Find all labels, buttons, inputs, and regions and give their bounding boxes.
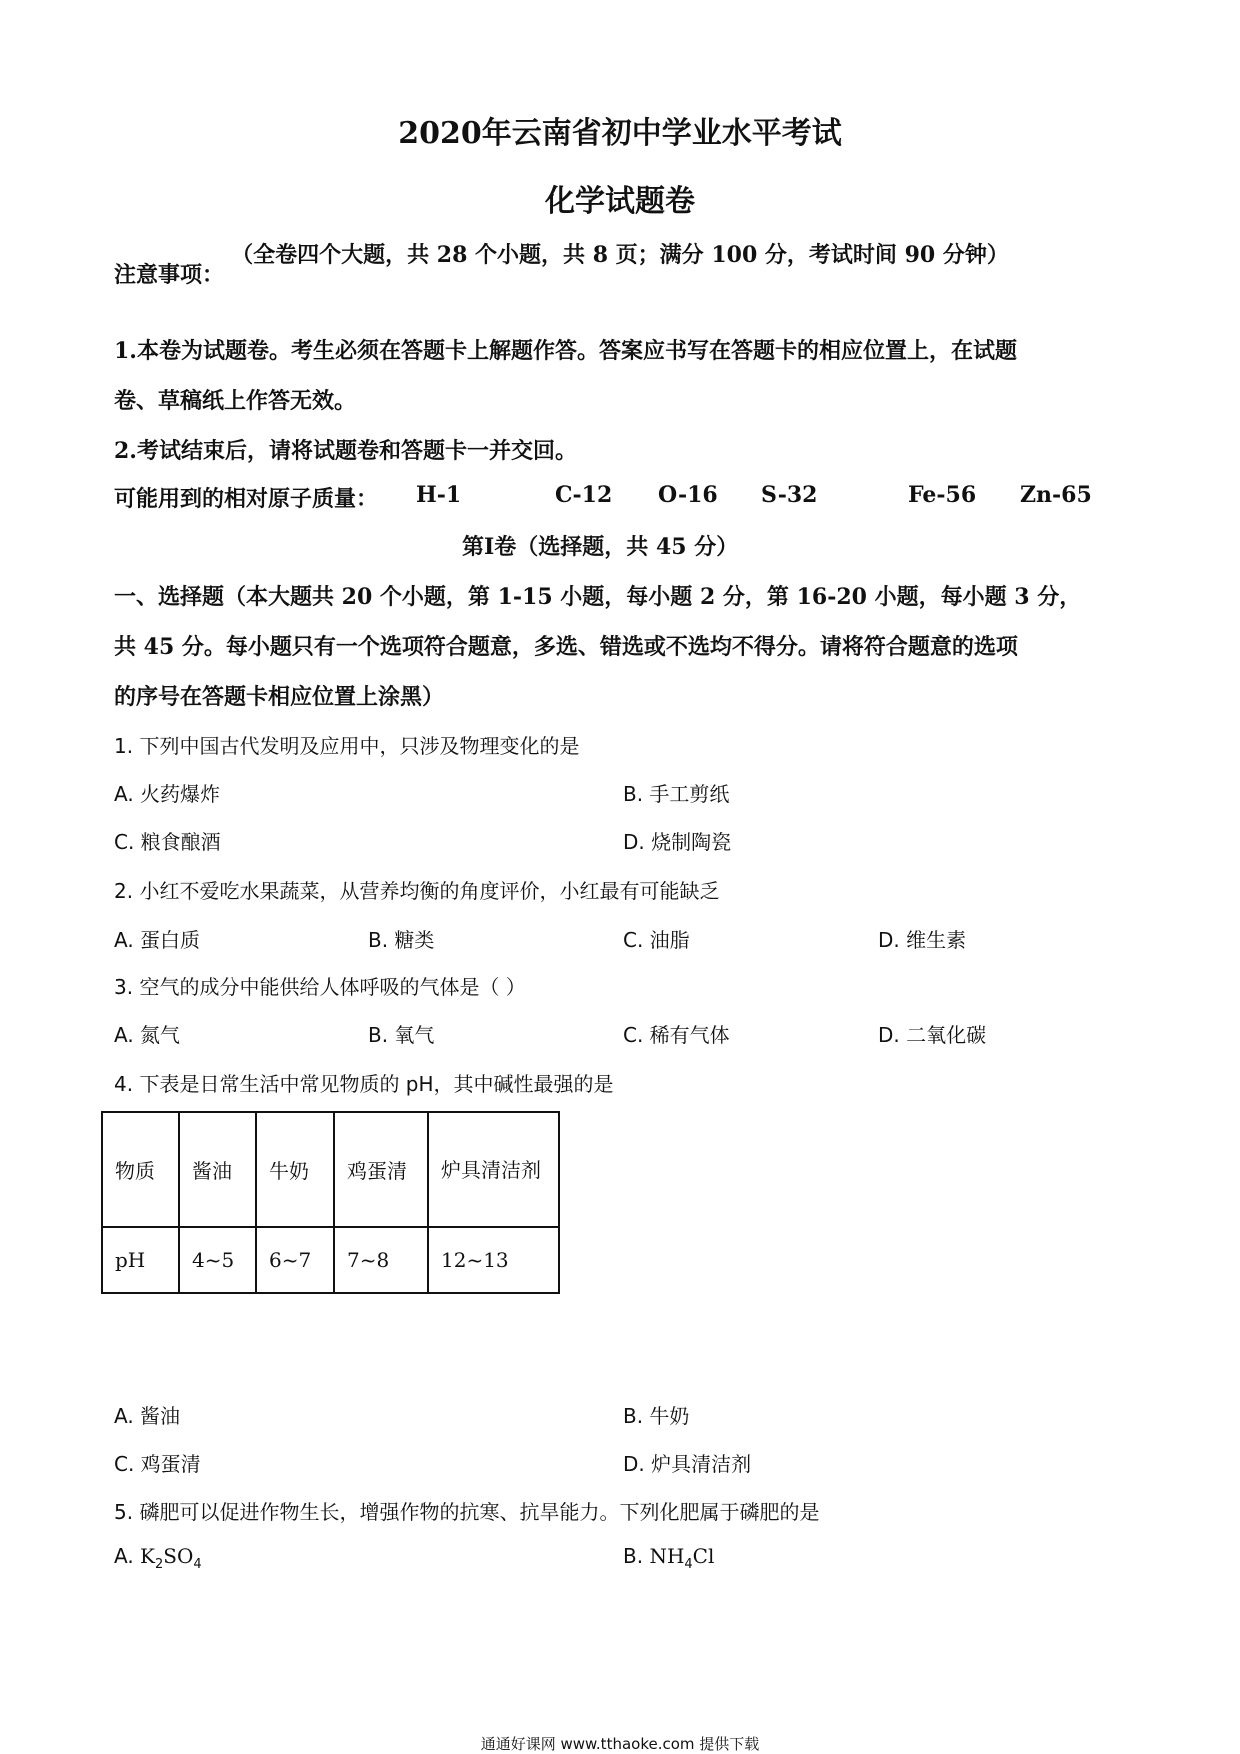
atomic-masses	[114, 482, 1114, 512]
exam-info: （全卷四个大题，共 28 个小题，共 8 页；满分 100 分，考试时间 90 分钟）	[231, 242, 1009, 268]
part-1-title: 第Ⅰ卷（选择题，共 45 分）	[462, 534, 739, 560]
question-2-option-a: A. 蛋白质	[114, 928, 201, 952]
option-prefix: A.	[114, 1544, 141, 1568]
question-3-option-c: C. 稀有气体	[623, 1023, 730, 1047]
atomic-mass-item: C-12	[555, 482, 613, 508]
formula-part: K	[140, 1544, 155, 1568]
formula-part: NH	[649, 1544, 685, 1568]
question-4-option-c: C. 鸡蛋清	[114, 1452, 201, 1476]
question-4-stem: 4. 下表是日常生活中常见物质的 pH，其中碱性最强的是	[114, 1072, 614, 1096]
question-1-stem: 1. 下列中国古代发明及应用中，只涉及物理变化的是	[114, 734, 580, 758]
section-1-line-3: 的序号在答题卡相应位置上涂黑）	[114, 684, 445, 710]
atomic-masses-label: 可能用到的相对原子质量：	[114, 486, 379, 512]
question-5-stem: 5. 磷肥可以促进作物生长，增强作物的抗寒、抗旱能力。下列化肥属于磷肥的是	[114, 1500, 820, 1524]
formula-part: SO	[163, 1544, 194, 1568]
ph-table-cell: 酱油	[179, 1112, 256, 1227]
ph-table-cell: 牛奶	[256, 1112, 334, 1227]
exam-subtitle: 化学试题卷	[545, 184, 695, 219]
ph-table-header-row	[102, 1112, 559, 1227]
notes-item-2: 2.考试结束后，请将试题卷和答题卡一并交回。	[114, 438, 577, 464]
ph-table-value-row	[102, 1227, 559, 1293]
question-2-option-d: D. 维生素	[878, 928, 967, 952]
question-3-option-a: A. 氮气	[114, 1023, 181, 1047]
question-4-option-d: D. 炉具清洁剂	[623, 1452, 752, 1476]
atomic-mass-item: Fe-56	[908, 482, 977, 508]
atomic-mass-item: S-32	[761, 482, 818, 508]
ph-table-cell: 鸡蛋清	[334, 1112, 428, 1227]
atomic-mass-item: O-16	[658, 482, 718, 508]
question-3-stem: 3. 空气的成分中能供给人体呼吸的气体是（ ）	[114, 975, 526, 999]
question-1-option-a: A. 火药爆炸	[114, 782, 221, 806]
question-2-option-b: B. 糖类	[368, 928, 435, 952]
question-3-option-b: B. 氧气	[368, 1023, 435, 1047]
page-footer: 通通好课网 www.tthaoke.com 提供下载	[480, 1735, 760, 1753]
question-2-stem: 2. 小红不爱吃水果蔬菜，从营养均衡的角度评价，小红最有可能缺乏	[114, 879, 720, 903]
section-1-line-1: 一、选择题（本大题共 20 个小题，第 1-15 小题，每小题 2 分，第 16-20 小题，每小题 3 分，	[114, 584, 1082, 610]
ph-table-cell: 4~5	[179, 1227, 256, 1293]
question-2-option-c: C. 油脂	[623, 928, 690, 952]
option-prefix: B.	[623, 1544, 650, 1568]
formula-subscript: 4	[684, 1557, 693, 1572]
ph-table-cell: 6~7	[256, 1227, 334, 1293]
section-1-line-2: 共 45 分。每小题只有一个选项符合题意，多选、错选或不选均不得分。请将符合题意的选项	[114, 634, 1018, 660]
formula-subscript: 4	[193, 1557, 202, 1572]
question-5-option-a	[114, 1544, 202, 1572]
question-5-option-b	[623, 1544, 714, 1572]
ph-table-cell: 炉具清洁剂	[428, 1112, 559, 1227]
question-1-option-d: D. 烧制陶瓷	[623, 830, 732, 854]
exam-title: 2020年云南省初中学业水平考试	[398, 116, 842, 151]
question-3-option-d: D. 二氧化碳	[878, 1023, 987, 1047]
atomic-mass-item: Zn-65	[1020, 482, 1092, 508]
formula-part: Cl	[692, 1544, 715, 1568]
notes-heading: 注意事项：	[114, 262, 225, 288]
formula-subscript: 2	[155, 1557, 164, 1572]
question-4-option-a: A. 酱油	[114, 1404, 181, 1428]
ph-table-cell: pH	[102, 1227, 179, 1293]
ph-table-cell: 7~8	[334, 1227, 428, 1293]
ph-table-cell: 12~13	[428, 1227, 559, 1293]
atomic-mass-item: H-1	[416, 482, 462, 508]
notes-item-1-line-2: 卷、草稿纸上作答无效。	[114, 388, 357, 414]
notes-item-1-line-1: 1.本卷为试题卷。考生必须在答题卡上解题作答。答案应书写在答题卡的相应位置上，在试题	[114, 338, 1017, 364]
ph-table	[101, 1111, 560, 1294]
ph-table-cell: 物质	[102, 1112, 179, 1227]
question-1-option-c: C. 粮食酿酒	[114, 830, 221, 854]
question-4-option-b: B. 牛奶	[623, 1404, 690, 1428]
question-1-option-b: B. 手工剪纸	[623, 782, 730, 806]
